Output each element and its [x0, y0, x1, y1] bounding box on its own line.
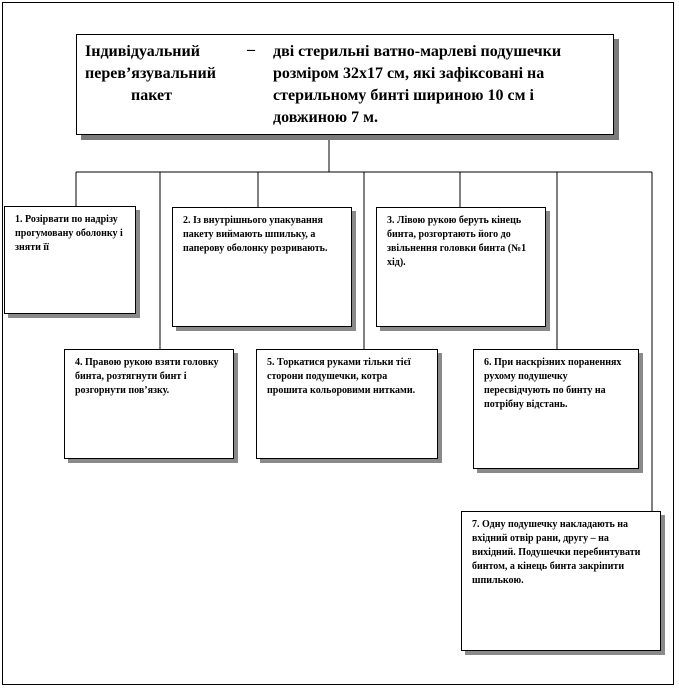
step-box-7	[461, 511, 661, 651]
step-number: 3.	[387, 215, 395, 226]
step-text: Лівою рукою беруть кінець бинта, розгортають його до звільнення головки бинта (№1 хід).	[387, 215, 527, 268]
step-text: Торкатися руками тільки тієї сторони подушечки, котра прошита кольоровими нитками.	[267, 357, 416, 396]
step-box-4	[64, 349, 234, 459]
term-line-3: пакет	[131, 87, 172, 104]
step-number: 2.	[183, 215, 191, 226]
step-text: Правою рукою взяти головку бинта, розтягнути бинт і розгорнути пов’язку.	[75, 357, 219, 396]
step-box-1	[4, 206, 136, 314]
term-definition: дві стерильні ватно-марлеві подушечки розміром 32х17 см, які зафіксовані на стерильному бинті шириною 10 см і довжиною 7 м.	[273, 43, 562, 126]
step-text: Із внутрішнього упакування пакету виймають шпильку, а паперову оболонку розривають.	[183, 215, 328, 254]
step-number: 1.	[15, 214, 23, 225]
step-text: Одну подушечку накладають на вхідний отвір рани, другу – на вихідний. Подушечки перебинтувати бинтом, а кінець бинта закріпити шпилькою.	[472, 519, 641, 586]
step-box-6	[473, 349, 639, 469]
step-box-3	[376, 207, 546, 327]
term-line-1: Індивідуальний	[85, 43, 200, 60]
term-dash: –	[247, 41, 255, 58]
step-number: 5.	[267, 357, 275, 368]
step-number: 7.	[472, 519, 480, 530]
step-number: 4.	[75, 357, 83, 368]
step-text: При наскрізних пораненнях рухому подушечку пересвідчують по бинту на потрібну відстань.	[484, 357, 622, 410]
term-label	[85, 41, 255, 107]
step-box-5	[256, 349, 438, 459]
term-line-2: перев’язувальний	[85, 65, 216, 82]
step-box-2	[172, 207, 352, 327]
step-text: Розірвати по надрізу прогумовану оболонку і зняти її	[15, 214, 123, 253]
step-number: 6.	[484, 357, 492, 368]
main-definition-box	[76, 34, 614, 135]
